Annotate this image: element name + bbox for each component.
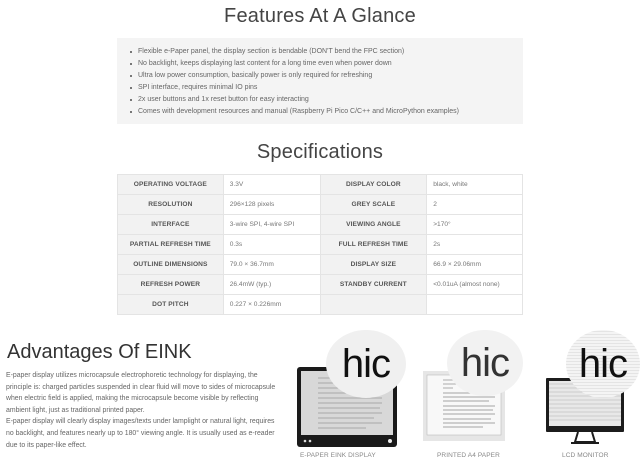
magnified-text: hic <box>578 341 628 386</box>
bullet-icon <box>130 63 132 65</box>
bullet-icon <box>130 99 132 101</box>
spec-key: FULL REFRESH TIME <box>320 235 427 255</box>
advantages-paragraph: E-paper display will clearly display images/texts under lamplight or natural light, requires no backlight, and features nearly up to 180° viewing angle. It is usually used as e-reader due to its paper-like effect. <box>6 418 275 449</box>
spec-key <box>320 295 427 315</box>
spec-value: 79.0 × 36.7mm <box>223 255 320 275</box>
spec-key: PARTIAL REFRESH TIME <box>118 235 224 255</box>
spec-value: 2 <box>427 195 523 215</box>
spec-value: <0.01uA (almost none) <box>427 275 523 295</box>
table-row <box>118 255 523 275</box>
spec-value: 3.3V <box>223 175 320 195</box>
spec-key: DISPLAY SIZE <box>320 255 427 275</box>
spec-value <box>427 295 523 315</box>
spec-value: 296×128 pixels <box>223 195 320 215</box>
feature-item: SPI interface, requires minimal IO pins <box>130 82 523 94</box>
specifications-title: Specifications <box>256 141 384 163</box>
magnifier-bubble <box>447 330 523 396</box>
table-row <box>118 275 523 295</box>
advantages-title: Advantages Of EINK <box>7 341 192 363</box>
feature-item: 2x user buttons and 1x reset button for easy interacting <box>130 94 523 106</box>
feature-item: No backlight, keeps displaying last content for a long time even when power down <box>130 58 523 70</box>
advantages-paragraph: E-paper display utilizes microcapsule electrophoretic technology for displaying, the principle is: charged particles suspended in clear fluid will move to sides of microcapsule when electric field is applied, making the microcapsule become visible by reflecting ambient light, just as traditional printed paper. <box>6 372 276 414</box>
spec-value: 2s <box>427 235 523 255</box>
caption: LCD MONITOR <box>562 452 609 459</box>
features-list <box>130 46 523 118</box>
spec-key: STANDBY CURRENT <box>320 275 427 295</box>
table-row <box>118 195 523 215</box>
magnifier-bubble <box>326 330 406 398</box>
spec-key: OUTLINE DIMENSIONS <box>118 255 224 275</box>
spec-value: 66.9 × 29.06mm <box>427 255 523 275</box>
magnified-text: hic <box>460 340 510 385</box>
advantages-description <box>6 370 281 451</box>
spec-value: 0.3s <box>223 235 320 255</box>
bullet-icon <box>130 51 132 53</box>
spec-value: >170° <box>427 215 523 235</box>
bullet-icon <box>130 111 132 113</box>
spec-value: 0.227 × 0.226mm <box>223 295 320 315</box>
table-row <box>118 215 523 235</box>
spec-value: 3-wire SPI, 4-wire SPI <box>223 215 320 235</box>
feature-item: Comes with development resources and manual (Raspberry Pi Pico C/C++ and MicroPython examples) <box>130 106 523 118</box>
spec-key: DISPLAY COLOR <box>320 175 427 195</box>
table-row <box>118 295 523 315</box>
spec-value: 26.4mW (typ.) <box>223 275 320 295</box>
spec-key: OPERATING VOLTAGE <box>118 175 224 195</box>
spec-key: REFRESH POWER <box>118 275 224 295</box>
table-row <box>118 175 523 195</box>
spec-key: RESOLUTION <box>118 195 224 215</box>
bullet-icon <box>130 87 132 89</box>
spec-value: black, white <box>427 175 523 195</box>
magnifier-bubble <box>566 330 640 398</box>
specifications-table <box>117 174 523 315</box>
bullet-icon <box>130 75 132 77</box>
spec-key: VIEWING ANGLE <box>320 215 427 235</box>
features-title: Features At A Glance <box>224 5 416 27</box>
feature-item: Flexible e-Paper panel, the display section is bendable (DON'T bend the FPC section) <box>130 46 523 58</box>
magnified-text: hic <box>341 341 391 386</box>
spec-key: INTERFACE <box>118 215 224 235</box>
caption: E-PAPER EINK DISPLAY <box>300 452 376 459</box>
features-box <box>117 38 523 124</box>
table-row <box>118 235 523 255</box>
feature-item: Ultra low power consumption, basically power is only required for refreshing <box>130 70 523 82</box>
caption: PRINTED A4 PAPER <box>437 452 500 459</box>
spec-key: DOT PITCH <box>118 295 224 315</box>
spec-key: GREY SCALE <box>320 195 427 215</box>
